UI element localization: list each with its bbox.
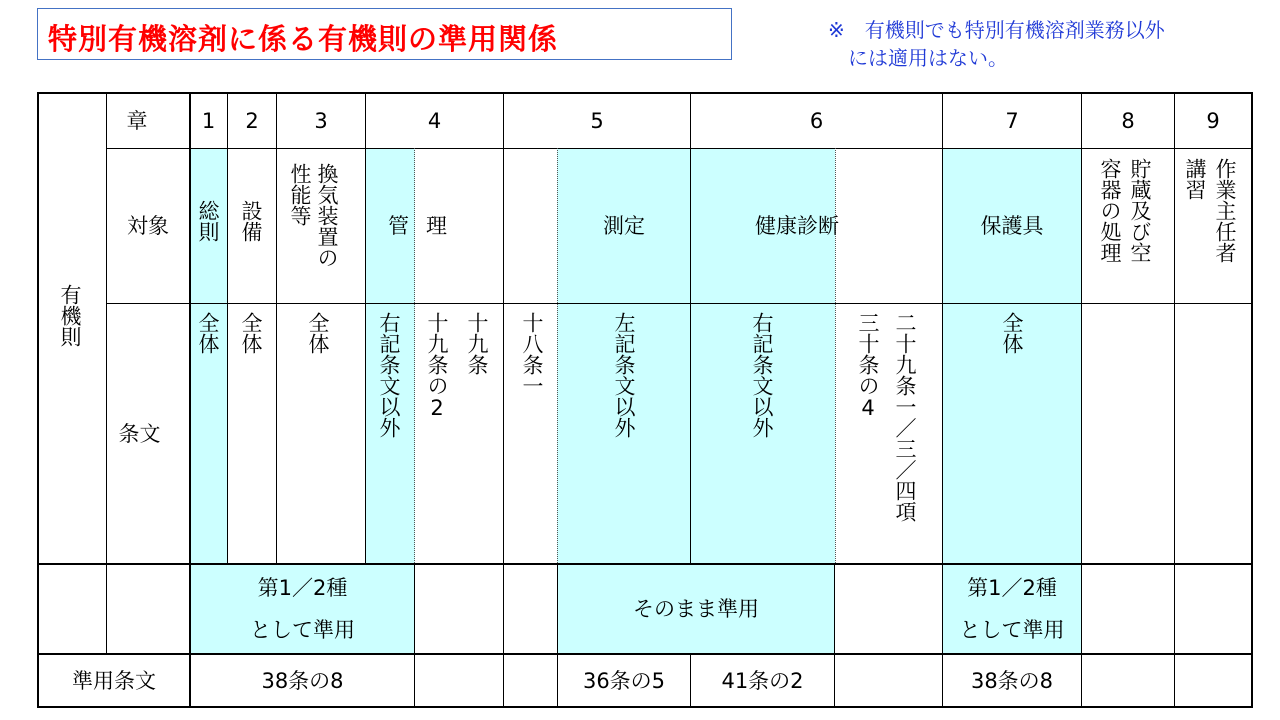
target-management-a: 管 [388,214,409,238]
target-protective-gear: 保護具 [980,214,1044,238]
article-1: 全体 [196,312,220,354]
chapter-8: 8 [1121,109,1135,133]
apply-group-1-line-2: として準用 [250,618,355,642]
target-chief-a: 作業主任者 [1213,158,1237,263]
note-line-1: ※ 有機則でも特別有機溶剤業務以外 [828,18,1165,42]
target-management-b: 理 [426,214,447,238]
apply-group-1 [190,565,415,653]
target-chief-b: 講習 [1183,158,1207,200]
article-4b1: 十九条の2 [425,312,449,420]
page-title: 特別有機溶剤に係る有機則の準用関係 [48,22,559,56]
article-6b2: 二十九条一／三／四項 [893,312,917,522]
apply-article-4: 38条の8 [970,668,1054,693]
article-4b2: 十九条 [465,312,489,375]
article-4a: 右記条文以外 [377,312,401,438]
article-4c: 十八条一 [520,312,544,396]
chapter-2: 2 [245,109,259,133]
chapter-1: 1 [201,109,216,133]
chapter-5: 5 [590,109,604,133]
apply-group-3-line-2: として準用 [959,618,1065,642]
target-ventilation-b: 性能等 [288,163,312,226]
target-storage-a: 貯蔵及び空 [1128,158,1152,263]
article-2: 全体 [239,312,263,354]
target-general: 総則 [196,200,220,242]
apply-article-2: 36条の5 [582,668,666,693]
target-equipment: 設備 [239,200,263,242]
article-5: 左記条文以外 [612,312,636,438]
apply-group-2: そのまま準用 [633,597,759,621]
target-health-check: 健康診断 [755,214,839,238]
chapter-4: 4 [427,109,442,133]
apply-article-3: 41条の2 [721,668,804,693]
apply-group-1-line-1: 第1／2種 [257,576,348,600]
apply-group-3 [943,565,1081,653]
apply-article-1: 38条の8 [261,668,344,693]
note-line-2: には適用はない。 [848,46,1008,70]
row-label-article: 条文 [118,421,161,446]
chapter-3: 3 [314,109,328,133]
target-ventilation-a: 換気装置の [315,163,339,268]
article-7: 全体 [1000,312,1024,354]
chapter-9: 9 [1206,109,1220,133]
row-label-target: 対象 [127,214,169,238]
article-3: 全体 [306,312,330,354]
article-6b1: 三十条の4 [856,312,880,420]
chapter-7: 7 [1005,109,1019,133]
target-storage-b: 容器の処理 [1098,158,1122,263]
row-label-chapter: 章 [126,109,148,133]
chapter-6: 6 [809,109,824,133]
article-6a: 右記条文以外 [750,312,774,438]
apply-group-3-line-1: 第1／2種 [967,576,1057,600]
row-label-apply-article: 準用条文 [72,668,156,693]
left-header: 有機則 [58,284,82,347]
target-measurement: 測定 [603,214,645,238]
